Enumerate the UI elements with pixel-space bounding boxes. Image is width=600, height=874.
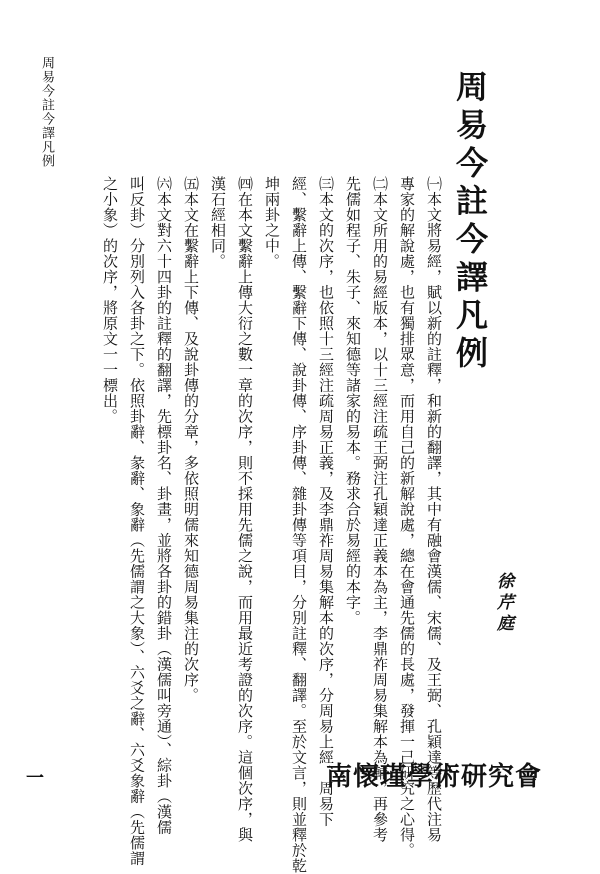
text-column: 坤兩卦之中。	[263, 176, 281, 269]
author-name: 徐芹庭	[493, 572, 513, 635]
text-column: 專家的解說處，也有獨排眾意，而用自己的新解說處，總在會通先儒的長處，發揮一己研究之心得。	[398, 176, 416, 858]
page-number: 一	[26, 768, 44, 789]
text-column: 經、繫辭上傳、繫辭下傳、說卦傳、序卦傳、雜卦傳等項目，分別註釋、翻譯。至於文言，則並釋於乾	[290, 176, 308, 874]
text-column: ㈢本文的次序，也依照十三經注疏周易正義，及李鼎祚周易集解本的次序，分周易上經、周易下	[317, 176, 335, 827]
text-column: ㈤本文在繫辭上下傳、及說卦傳的分章，多依照明儒來知德周易集注的次序。	[182, 176, 200, 703]
text-column: 之小象）的次序，將原文一一標出。	[101, 176, 119, 424]
publisher-watermark: 南懷瑾學術研究會	[326, 762, 543, 792]
running-head: 周易今註今譯凡例	[39, 56, 54, 168]
text-column: 漢石經相同。	[209, 176, 227, 269]
text-column: 叫反卦）分別列入各卦之下。依照卦辭、彖辭、象辭（先儒謂之大象）、六爻之辭、六爻象辭（先儒謂	[128, 176, 146, 866]
text-column: ㈠本文將易經，賦以新的註釋，和新的翻譯，其中有融會漢儒、宋儒、及王弼、孔穎達等歷代注易	[425, 176, 443, 843]
text-column: ㈥本文對六十四卦的註釋的翻譯，先標卦名、卦畫，並將各卦的錯卦（漢儒叫旁通）、綜卦（漢儒	[155, 176, 173, 835]
text-column: ㈣在本文繫辭上傳大衍之數一章的次序，則不採用先儒之說，而用最近考證的次序。這個次序，與	[236, 176, 254, 843]
text-column: 先儒如程子、朱子、來知德等諸家的易本。務求合於易經的本字。	[344, 176, 362, 626]
text-column: ㈡本文所用的易經版本，以十三經注疏王弼注孔穎達正義本為主，李鼎祚周易集解本為輔，再參考	[371, 176, 389, 843]
page-title: 周易今註今譯凡例	[451, 70, 489, 374]
